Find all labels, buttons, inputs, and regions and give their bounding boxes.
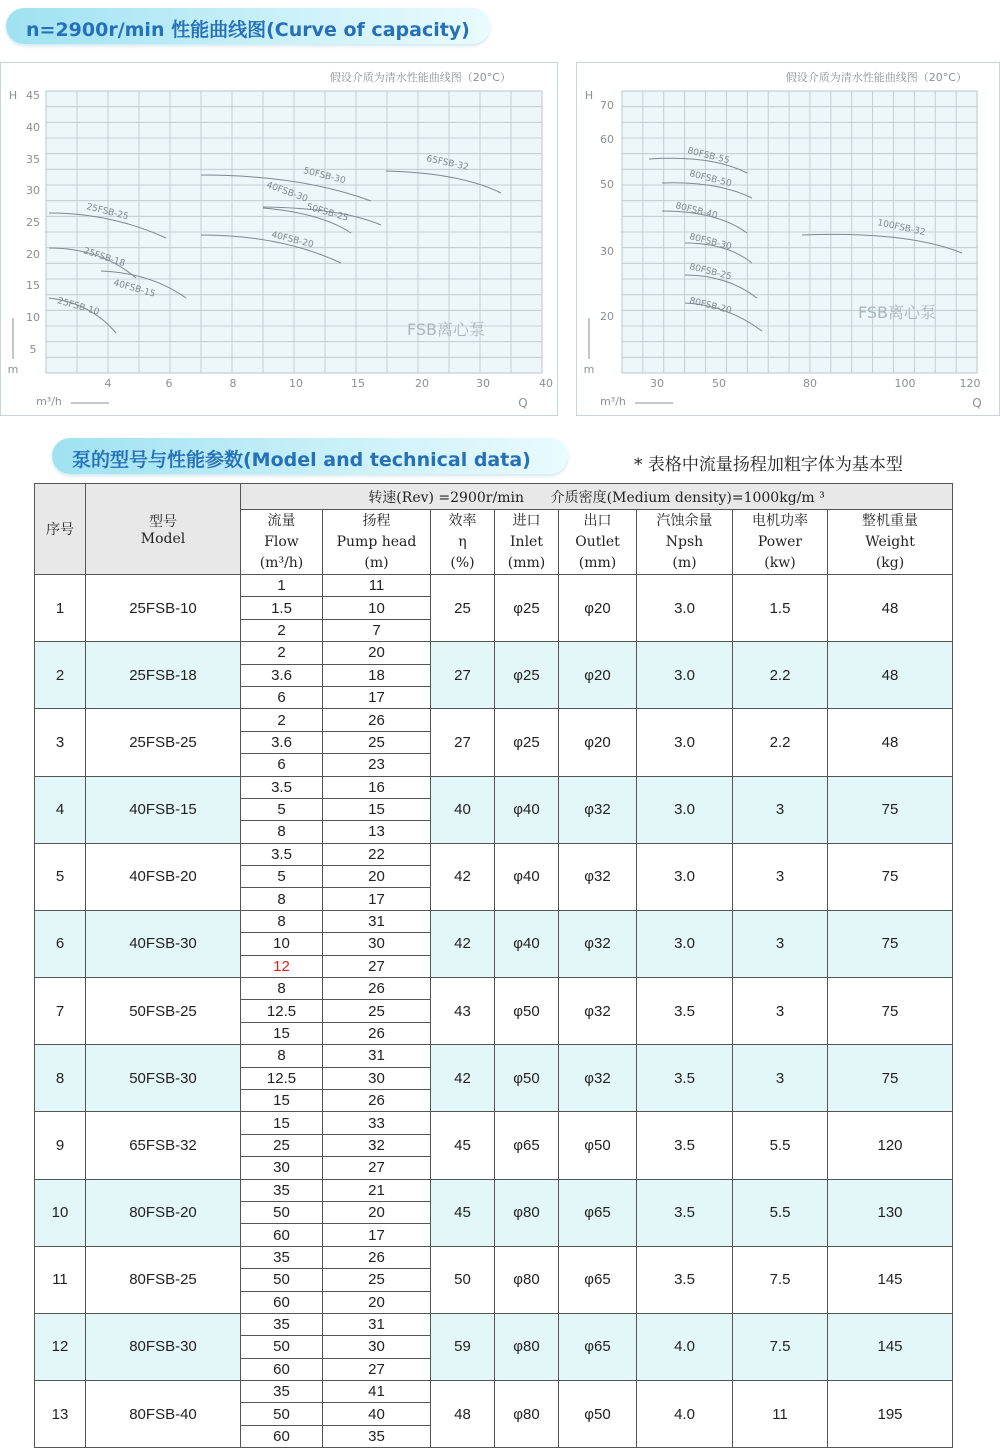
x-unit: m³/h bbox=[36, 395, 62, 408]
row-head: 13 bbox=[323, 821, 431, 843]
row-flow: 60 bbox=[241, 1224, 323, 1246]
row-flow: 60 bbox=[241, 1358, 323, 1380]
row-no: 7 bbox=[35, 978, 86, 1045]
row-head: 26 bbox=[323, 978, 431, 1000]
row-inlet: φ80 bbox=[495, 1381, 559, 1448]
table-row bbox=[35, 776, 953, 798]
row-power: 3 bbox=[733, 910, 828, 977]
row-model: 25FSB-18 bbox=[86, 642, 241, 709]
row-head: 17 bbox=[323, 686, 431, 708]
x-tick-label: 50 bbox=[712, 377, 726, 390]
head-cn: 扬程 bbox=[362, 512, 391, 529]
table-row bbox=[35, 1112, 953, 1134]
row-flow: 8 bbox=[241, 910, 323, 932]
row-inlet: φ40 bbox=[495, 843, 559, 910]
row-no: 3 bbox=[35, 709, 86, 776]
row-npsh: 3.5 bbox=[637, 1112, 733, 1179]
row-flow: 3.5 bbox=[241, 843, 323, 865]
row-model: 40FSB-15 bbox=[86, 776, 241, 843]
row-weight: 145 bbox=[828, 1246, 953, 1313]
x-tick-label: 15 bbox=[351, 377, 365, 390]
outlet-cn: 出口 bbox=[583, 512, 612, 529]
row-head: 10 bbox=[323, 597, 431, 619]
table-row bbox=[35, 910, 953, 932]
row-inlet: φ25 bbox=[495, 709, 559, 776]
table-note: * 表格中流量扬程加粗字体为基本型 bbox=[634, 455, 903, 475]
row-outlet: φ32 bbox=[559, 1045, 637, 1112]
y-tick-label: 40 bbox=[26, 121, 40, 134]
row-flow: 2 bbox=[241, 709, 323, 731]
row-flow: 15 bbox=[241, 1112, 323, 1134]
y-tick-label: 20 bbox=[600, 310, 614, 323]
row-outlet: φ50 bbox=[559, 1112, 637, 1179]
row-head: 20 bbox=[323, 866, 431, 888]
row-head: 18 bbox=[323, 664, 431, 686]
row-weight: 195 bbox=[828, 1381, 953, 1448]
inlet-en: Inlet bbox=[510, 533, 543, 550]
eff-unit: (%) bbox=[450, 554, 475, 571]
chart-watermark: FSB离心泵 bbox=[406, 320, 486, 339]
curve-label: 100FSB-32 bbox=[876, 218, 927, 239]
row-no: 12 bbox=[35, 1313, 86, 1380]
weight-en: Weight bbox=[865, 533, 915, 550]
power-unit: (kw) bbox=[764, 554, 796, 571]
row-no: 13 bbox=[35, 1381, 86, 1448]
row-eff: 42 bbox=[431, 843, 495, 910]
row-inlet: φ50 bbox=[495, 1045, 559, 1112]
row-head: 21 bbox=[323, 1179, 431, 1201]
y-tick-label: 15 bbox=[26, 279, 40, 292]
row-flow: 12.5 bbox=[241, 1000, 323, 1022]
row-power: 3 bbox=[733, 843, 828, 910]
curve-label: 50FSB-25 bbox=[305, 202, 350, 224]
row-flow: 35 bbox=[241, 1179, 323, 1201]
row-head: 27 bbox=[323, 1157, 431, 1179]
row-flow: 8 bbox=[241, 1045, 323, 1067]
model-title: 泵的型号与性能参数(Model and technical data) bbox=[72, 449, 531, 471]
curve-label: 80FSB-30 bbox=[688, 232, 733, 253]
header-speed: 转速(Rev) =2900r/min bbox=[368, 489, 524, 506]
curve-label: 80FSB-25 bbox=[688, 262, 733, 283]
row-eff: 59 bbox=[431, 1313, 495, 1380]
header-model bbox=[86, 484, 241, 575]
row-flow: 60 bbox=[241, 1291, 323, 1313]
x-tick-label: 30 bbox=[476, 377, 490, 390]
row-flow: 15 bbox=[241, 1022, 323, 1044]
row-model: 80FSB-20 bbox=[86, 1179, 241, 1246]
row-weight: 75 bbox=[828, 776, 953, 843]
row-head: 30 bbox=[323, 1067, 431, 1089]
row-outlet: φ65 bbox=[559, 1179, 637, 1246]
row-head: 25 bbox=[323, 1269, 431, 1291]
row-outlet: φ20 bbox=[559, 709, 637, 776]
row-flow: 12 bbox=[241, 955, 323, 977]
curves-banner bbox=[6, 8, 490, 44]
x-tick-label: 4 bbox=[104, 377, 112, 390]
model-banner bbox=[52, 438, 568, 474]
x-tick-label: 40 bbox=[539, 377, 553, 390]
x-letter: Q bbox=[518, 396, 528, 410]
header-weight bbox=[828, 510, 953, 575]
row-head: 17 bbox=[323, 888, 431, 910]
table-row bbox=[35, 1179, 953, 1201]
row-npsh: 3.0 bbox=[637, 776, 733, 843]
row-flow: 50 bbox=[241, 1269, 323, 1291]
row-flow: 2 bbox=[241, 619, 323, 641]
row-power: 5.5 bbox=[733, 1112, 828, 1179]
row-head: 26 bbox=[323, 1246, 431, 1268]
header-no: 序号 bbox=[35, 484, 86, 575]
row-eff: 27 bbox=[431, 642, 495, 709]
x-tick-label: 80 bbox=[803, 377, 817, 390]
table-row bbox=[35, 1045, 953, 1067]
curve-label: 25FSB-18 bbox=[82, 246, 127, 270]
y-tick-label: 25 bbox=[26, 216, 40, 229]
row-flow: 30 bbox=[241, 1157, 323, 1179]
row-flow: 15 bbox=[241, 1089, 323, 1111]
row-inlet: φ65 bbox=[495, 1112, 559, 1179]
row-npsh: 3.5 bbox=[637, 1179, 733, 1246]
row-no: 10 bbox=[35, 1179, 86, 1246]
inlet-cn: 进口 bbox=[512, 512, 541, 529]
row-outlet: φ32 bbox=[559, 843, 637, 910]
y-tick-label: 20 bbox=[26, 248, 40, 261]
row-flow: 3.5 bbox=[241, 776, 323, 798]
row-flow: 3.6 bbox=[241, 664, 323, 686]
curve-label: 40FSB-15 bbox=[112, 278, 157, 300]
weight-unit: (kg) bbox=[875, 554, 905, 571]
row-weight: 48 bbox=[828, 575, 953, 642]
y-tick-label: 5 bbox=[29, 343, 37, 356]
row-eff: 48 bbox=[431, 1381, 495, 1448]
curve-label: 80FSB-55 bbox=[686, 146, 731, 167]
npsh-en: Npsh bbox=[665, 533, 704, 550]
outlet-unit: (mm) bbox=[578, 554, 617, 571]
row-head: 11 bbox=[323, 575, 431, 597]
row-flow: 1.5 bbox=[241, 597, 323, 619]
row-no: 2 bbox=[35, 642, 86, 709]
flow-unit: (m³/h) bbox=[259, 554, 304, 571]
y-tick-label: 30 bbox=[600, 245, 614, 258]
header-model-en: Model bbox=[140, 531, 186, 547]
row-outlet: φ65 bbox=[559, 1313, 637, 1380]
row-model: 25FSB-25 bbox=[86, 709, 241, 776]
row-weight: 48 bbox=[828, 642, 953, 709]
y-tick-label: 60 bbox=[600, 133, 614, 146]
row-flow: 60 bbox=[241, 1425, 323, 1447]
row-model: 50FSB-25 bbox=[86, 978, 241, 1045]
row-no: 5 bbox=[35, 843, 86, 910]
row-eff: 25 bbox=[431, 575, 495, 642]
npsh-unit: (m) bbox=[672, 554, 697, 571]
row-weight: 75 bbox=[828, 1045, 953, 1112]
chart-left-svg bbox=[1, 63, 557, 415]
y-tick-label: 45 bbox=[26, 89, 40, 102]
x-tick-label: 10 bbox=[289, 377, 303, 390]
row-inlet: φ80 bbox=[495, 1313, 559, 1380]
row-no: 8 bbox=[35, 1045, 86, 1112]
row-power: 1.5 bbox=[733, 575, 828, 642]
x-tick-label: 6 bbox=[165, 377, 173, 390]
table-row bbox=[35, 1246, 953, 1268]
row-power: 2.2 bbox=[733, 709, 828, 776]
row-flow: 1 bbox=[241, 575, 323, 597]
row-flow: 12.5 bbox=[241, 1067, 323, 1089]
x-tick-label: 100 bbox=[894, 377, 916, 390]
row-head: 30 bbox=[323, 1336, 431, 1358]
row-power: 7.5 bbox=[733, 1313, 828, 1380]
row-outlet: φ32 bbox=[559, 910, 637, 977]
chart-caption: 假设介质为清水性能曲线图（20°C） bbox=[329, 71, 511, 84]
row-outlet: φ65 bbox=[559, 1246, 637, 1313]
row-inlet: φ80 bbox=[495, 1179, 559, 1246]
row-model: 40FSB-30 bbox=[86, 910, 241, 977]
row-outlet: φ32 bbox=[559, 978, 637, 1045]
row-weight: 48 bbox=[828, 709, 953, 776]
eff-en: η bbox=[458, 533, 467, 550]
y-unit: m bbox=[7, 363, 19, 376]
row-flow: 25 bbox=[241, 1134, 323, 1156]
curve-label: 65FSB-32 bbox=[425, 154, 470, 173]
row-head: 22 bbox=[323, 843, 431, 865]
row-head: 20 bbox=[323, 1201, 431, 1223]
table-row bbox=[35, 978, 953, 1000]
row-model: 80FSB-30 bbox=[86, 1313, 241, 1380]
row-inlet: φ80 bbox=[495, 1246, 559, 1313]
row-npsh: 3.5 bbox=[637, 1246, 733, 1313]
row-npsh: 3.0 bbox=[637, 843, 733, 910]
x-tick-label: 8 bbox=[229, 377, 237, 390]
row-flow: 8 bbox=[241, 821, 323, 843]
row-head: 26 bbox=[323, 1089, 431, 1111]
eff-cn: 效率 bbox=[448, 512, 477, 529]
row-npsh: 3.5 bbox=[637, 978, 733, 1045]
curve-label: 40FSB-20 bbox=[270, 230, 315, 251]
x-tick-label: 120 bbox=[959, 377, 981, 390]
row-eff: 45 bbox=[431, 1112, 495, 1179]
row-weight: 130 bbox=[828, 1179, 953, 1246]
header-density: 介质密度(Medium density)=1000kg/m ³ bbox=[550, 489, 825, 506]
row-outlet: φ20 bbox=[559, 575, 637, 642]
performance-chart-right bbox=[576, 62, 1000, 416]
row-model: 80FSB-25 bbox=[86, 1246, 241, 1313]
row-head: 25 bbox=[323, 731, 431, 753]
x-tick-label: 20 bbox=[415, 377, 429, 390]
curve-label: 80FSB-50 bbox=[688, 169, 733, 190]
y-tick-label: 50 bbox=[600, 178, 614, 191]
row-head: 41 bbox=[323, 1381, 431, 1403]
row-eff: 50 bbox=[431, 1246, 495, 1313]
row-model: 65FSB-32 bbox=[86, 1112, 241, 1179]
row-flow: 50 bbox=[241, 1336, 323, 1358]
row-power: 3 bbox=[733, 1045, 828, 1112]
spec-table bbox=[34, 483, 953, 1448]
header-inlet bbox=[495, 510, 559, 575]
row-weight: 75 bbox=[828, 978, 953, 1045]
row-head: 26 bbox=[323, 1022, 431, 1044]
header-head bbox=[323, 510, 431, 575]
row-flow: 8 bbox=[241, 888, 323, 910]
table-row bbox=[35, 575, 953, 597]
row-flow: 50 bbox=[241, 1201, 323, 1223]
row-head: 32 bbox=[323, 1134, 431, 1156]
row-power: 3 bbox=[733, 978, 828, 1045]
inlet-unit: (mm) bbox=[507, 554, 546, 571]
curves-title: n=2900r/min 性能曲线图(Curve of capacity) bbox=[26, 19, 470, 41]
row-weight: 75 bbox=[828, 843, 953, 910]
weight-cn: 整机重量 bbox=[862, 512, 919, 529]
table-row bbox=[35, 1381, 953, 1403]
row-eff: 43 bbox=[431, 978, 495, 1045]
row-power: 7.5 bbox=[733, 1246, 828, 1313]
row-weight: 75 bbox=[828, 910, 953, 977]
x-tick-label: 30 bbox=[650, 377, 664, 390]
y-tick-label: 35 bbox=[26, 153, 40, 166]
header-outlet bbox=[559, 510, 637, 575]
row-eff: 42 bbox=[431, 910, 495, 977]
row-flow: 35 bbox=[241, 1381, 323, 1403]
curve-label: 25FSB-10 bbox=[56, 296, 101, 318]
table-row bbox=[35, 709, 953, 731]
row-power: 2.2 bbox=[733, 642, 828, 709]
row-model: 25FSB-10 bbox=[86, 575, 241, 642]
row-power: 5.5 bbox=[733, 1179, 828, 1246]
y-tick-label: 70 bbox=[600, 99, 614, 112]
row-head: 35 bbox=[323, 1425, 431, 1447]
row-flow: 35 bbox=[241, 1313, 323, 1335]
row-no: 9 bbox=[35, 1112, 86, 1179]
row-power: 11 bbox=[733, 1381, 828, 1448]
curve-label: 25FSB-25 bbox=[85, 202, 130, 223]
row-flow: 2 bbox=[241, 642, 323, 664]
power-en: Power bbox=[757, 533, 803, 550]
row-flow: 5 bbox=[241, 866, 323, 888]
row-power: 3 bbox=[733, 776, 828, 843]
row-head: 30 bbox=[323, 933, 431, 955]
row-eff: 40 bbox=[431, 776, 495, 843]
row-npsh: 4.0 bbox=[637, 1313, 733, 1380]
header-eff bbox=[431, 510, 495, 575]
table-row bbox=[35, 843, 953, 865]
row-flow: 6 bbox=[241, 686, 323, 708]
x-letter: Q bbox=[972, 396, 982, 410]
row-head: 31 bbox=[323, 1045, 431, 1067]
row-outlet: φ20 bbox=[559, 642, 637, 709]
row-inlet: φ40 bbox=[495, 910, 559, 977]
row-head: 33 bbox=[323, 1112, 431, 1134]
row-model: 50FSB-30 bbox=[86, 1045, 241, 1112]
power-cn: 电机功率 bbox=[752, 512, 808, 529]
curve-label: 80FSB-20 bbox=[688, 296, 733, 317]
row-head: 20 bbox=[323, 1291, 431, 1313]
row-weight: 120 bbox=[828, 1112, 953, 1179]
header-conditions bbox=[241, 484, 953, 510]
flow-en: Flow bbox=[264, 533, 299, 550]
row-flow: 50 bbox=[241, 1403, 323, 1425]
chart-watermark: FSB离心泵 bbox=[857, 303, 937, 322]
header-power bbox=[733, 510, 828, 575]
row-head: 25 bbox=[323, 1000, 431, 1022]
header-model-cn: 型号 bbox=[149, 514, 177, 530]
row-head: 7 bbox=[323, 619, 431, 641]
y-axis-label: H bbox=[8, 89, 18, 102]
head-unit: (m) bbox=[364, 554, 389, 571]
y-tick-label: 30 bbox=[26, 184, 40, 197]
row-flow: 3.6 bbox=[241, 731, 323, 753]
head-en: Pump head bbox=[336, 533, 417, 550]
row-inlet: φ25 bbox=[495, 642, 559, 709]
row-no: 11 bbox=[35, 1246, 86, 1313]
row-eff: 27 bbox=[431, 709, 495, 776]
row-inlet: φ40 bbox=[495, 776, 559, 843]
row-no: 6 bbox=[35, 910, 86, 977]
table-row bbox=[35, 642, 953, 664]
row-head: 31 bbox=[323, 1313, 431, 1335]
row-head: 27 bbox=[323, 955, 431, 977]
y-unit: m bbox=[583, 363, 595, 376]
npsh-cn: 汽蚀余量 bbox=[656, 512, 713, 529]
row-eff: 42 bbox=[431, 1045, 495, 1112]
row-head: 27 bbox=[323, 1358, 431, 1380]
chart-caption: 假设介质为清水性能曲线图（20°C） bbox=[785, 71, 967, 84]
row-flow: 10 bbox=[241, 933, 323, 955]
header-flow bbox=[241, 510, 323, 575]
row-eff: 45 bbox=[431, 1179, 495, 1246]
table-row bbox=[35, 1313, 953, 1335]
row-outlet: φ32 bbox=[559, 776, 637, 843]
performance-chart-left bbox=[0, 62, 558, 416]
row-inlet: φ50 bbox=[495, 978, 559, 1045]
row-flow: 8 bbox=[241, 978, 323, 1000]
curve-label: 40FSB-30 bbox=[264, 180, 309, 205]
y-axis-label: H bbox=[584, 89, 594, 102]
row-npsh: 3.0 bbox=[637, 709, 733, 776]
row-head: 23 bbox=[323, 754, 431, 776]
row-npsh: 3.0 bbox=[637, 910, 733, 977]
row-head: 31 bbox=[323, 910, 431, 932]
outlet-en: Outlet bbox=[575, 533, 620, 550]
curve-label: 50FSB-30 bbox=[302, 166, 347, 187]
row-weight: 145 bbox=[828, 1313, 953, 1380]
row-head: 16 bbox=[323, 776, 431, 798]
row-npsh: 4.0 bbox=[637, 1381, 733, 1448]
row-head: 40 bbox=[323, 1403, 431, 1425]
row-head: 17 bbox=[323, 1224, 431, 1246]
header-npsh bbox=[637, 510, 733, 575]
row-model: 80FSB-40 bbox=[86, 1381, 241, 1448]
curve-label: 80FSB-40 bbox=[674, 201, 719, 222]
row-model: 40FSB-20 bbox=[86, 843, 241, 910]
row-no: 4 bbox=[35, 776, 86, 843]
flow-cn: 流量 bbox=[267, 512, 296, 529]
row-npsh: 3.5 bbox=[637, 1045, 733, 1112]
y-tick-label: 10 bbox=[26, 311, 40, 324]
row-npsh: 3.0 bbox=[637, 642, 733, 709]
row-flow: 35 bbox=[241, 1246, 323, 1268]
chart-right-svg bbox=[577, 63, 999, 415]
row-no: 1 bbox=[35, 575, 86, 642]
x-unit: m³/h bbox=[600, 395, 626, 408]
row-inlet: φ25 bbox=[495, 575, 559, 642]
row-outlet: φ50 bbox=[559, 1381, 637, 1448]
row-npsh: 3.0 bbox=[637, 575, 733, 642]
row-head: 20 bbox=[323, 642, 431, 664]
row-flow: 6 bbox=[241, 754, 323, 776]
row-head: 26 bbox=[323, 709, 431, 731]
row-head: 15 bbox=[323, 798, 431, 820]
row-flow: 5 bbox=[241, 798, 323, 820]
